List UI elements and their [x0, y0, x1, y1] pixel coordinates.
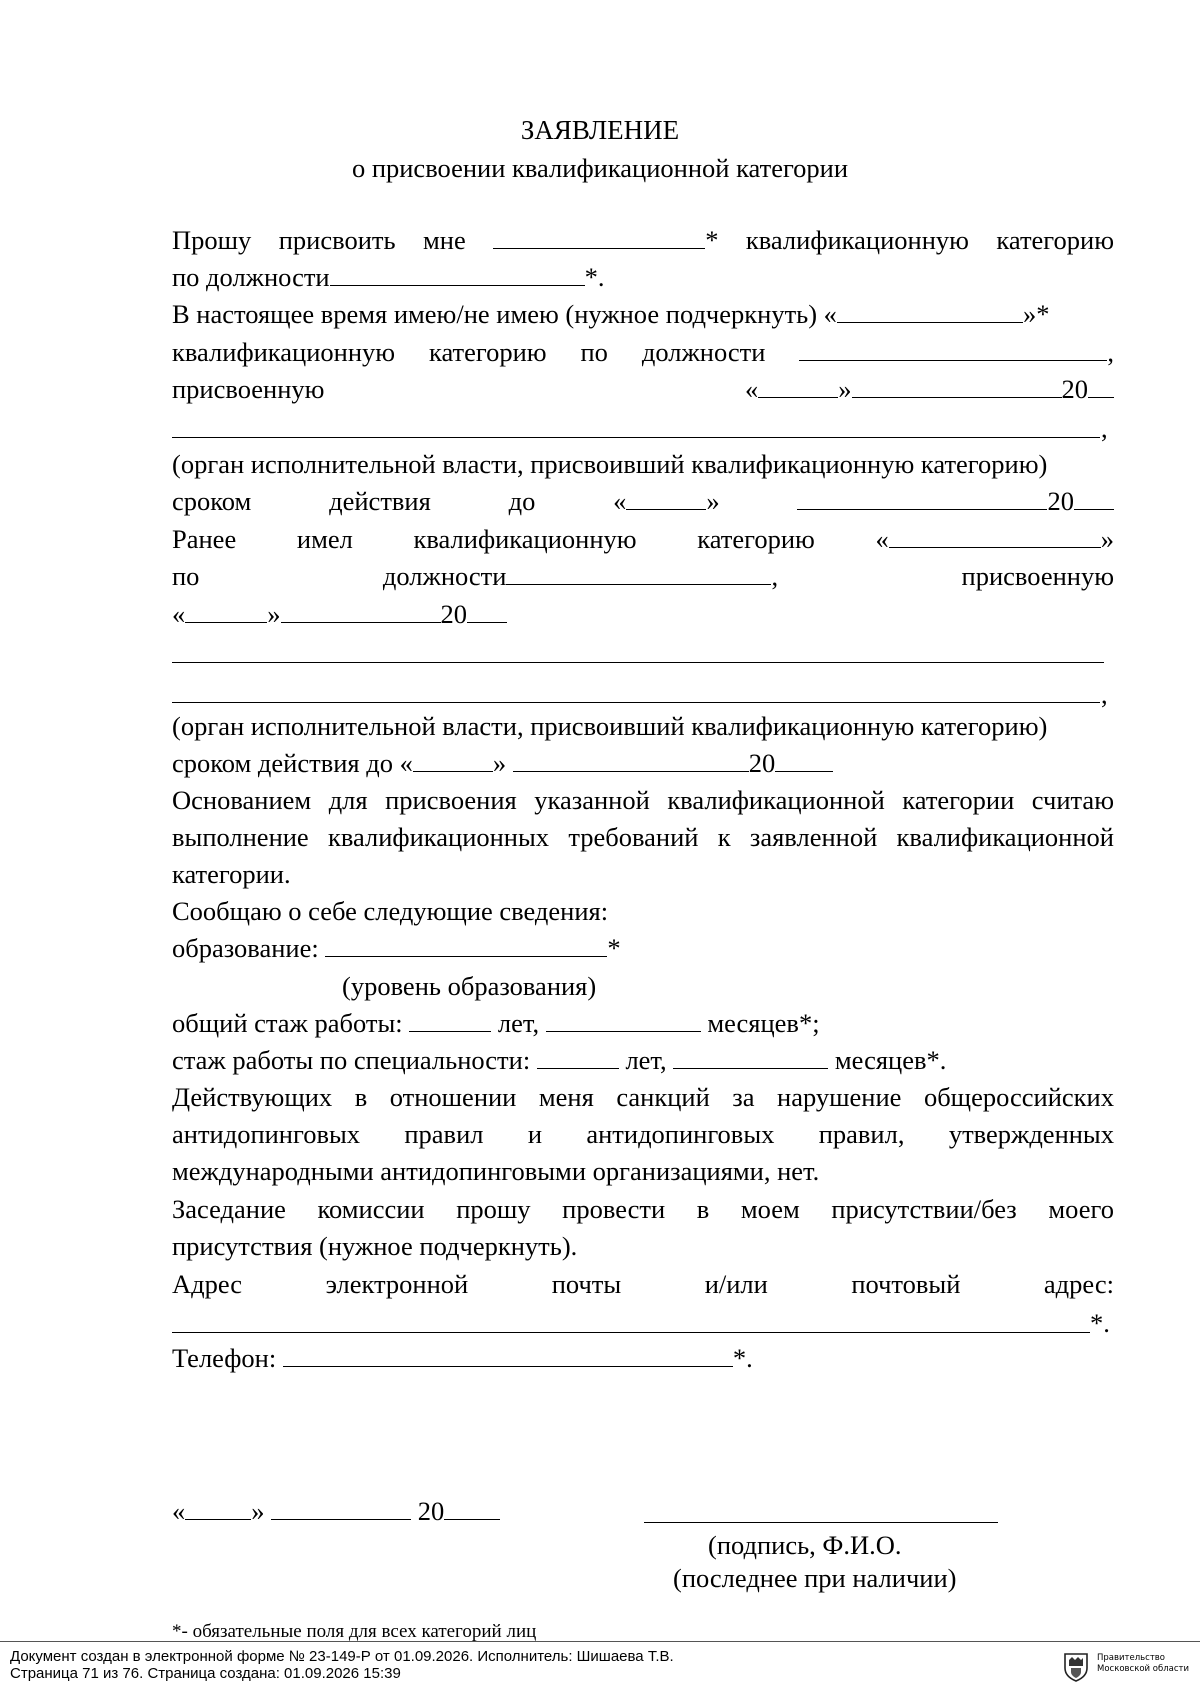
previous-date-line: « » 20: [172, 596, 1114, 632]
current-category-line: В настоящее время имею/не имею (нужное подчеркнуть) « »*: [172, 296, 1114, 332]
authority-field[interactable]: [172, 437, 1100, 438]
address-label-line: Адрес электронной почты и/или почтовый адрес:: [172, 1269, 1114, 1299]
validity-year-field[interactable]: [1074, 483, 1114, 510]
document-title: ЗАЯВЛЕНИЕ: [520, 115, 680, 145]
address-field[interactable]: [172, 1332, 1090, 1333]
category-field[interactable]: [493, 222, 705, 249]
total-years-field[interactable]: [409, 1005, 491, 1032]
specialty-experience-line: стаж работы по специальности: лет, месяцев*.: [172, 1042, 1114, 1078]
assigned-year-field[interactable]: [1088, 371, 1114, 398]
assigned-date-line: присвоенную « » 20: [172, 371, 1114, 407]
previous-validity-day-field[interactable]: [413, 745, 493, 772]
specialty-years-field[interactable]: [537, 1042, 619, 1069]
signature-day-field[interactable]: [185, 1493, 251, 1520]
required-fields-footnote: *- обязательные поля для всех категорий лиц: [172, 1621, 537, 1642]
position-line: по должности *.: [172, 259, 1114, 295]
authority-hint: (орган исполнительной власти, присвоивший квалификационную категорию): [172, 449, 1048, 479]
logo-caption: Правительство Московской области: [1097, 1653, 1190, 1674]
previous-authority-hint: (орган исполнительной власти, присвоивший квалификационную категорию): [172, 711, 1048, 741]
document-info-line: Документ создан в электронной форме № 23-149-Р от 01.09.2026. Исполнитель: Шишаева Т.В.: [10, 1648, 674, 1665]
education-line: образование: *: [172, 930, 1114, 966]
total-months-field[interactable]: [546, 1005, 701, 1032]
assigned-day-field[interactable]: [758, 371, 838, 398]
position-field[interactable]: [330, 259, 585, 286]
basis-paragraph-line-1: Основанием для присвоения указанной квалификационной категории считаю: [172, 785, 1114, 815]
previous-position-line: по должности , присвоенную: [172, 558, 1114, 594]
validity-line: сроком действия до « » 20: [172, 483, 1114, 519]
phone-field[interactable]: [283, 1340, 733, 1367]
previous-month-field[interactable]: [281, 596, 441, 623]
footer-divider: [0, 1641, 1200, 1642]
basis-paragraph-line-2: выполнение квалификационных требований к заявленной квалификационной: [172, 822, 1114, 852]
previous-authority-field-2[interactable]: [172, 702, 1100, 703]
signature-month-field[interactable]: [271, 1493, 411, 1520]
validity-day-field[interactable]: [626, 483, 706, 510]
sanctions-line-3: международными антидопинговыми организациями, нет.: [172, 1156, 820, 1186]
previous-validity-line: сроком действия до « » 20: [172, 745, 1114, 781]
phone-line: Телефон: *.: [172, 1340, 1114, 1376]
signature-date-line: « » 20: [172, 1493, 572, 1529]
assigned-month-field[interactable]: [852, 371, 1062, 398]
sanctions-line-2: антидопинговых правил и антидопинговых правил, утвержденных: [172, 1119, 1114, 1149]
previous-position-field[interactable]: [506, 558, 771, 585]
education-field[interactable]: [325, 930, 607, 957]
validity-month-field[interactable]: [797, 483, 1047, 510]
previous-validity-month-field[interactable]: [513, 745, 749, 772]
previous-category-line: Ранее имел квалификационную категорию « »: [172, 521, 1114, 557]
specialty-months-field[interactable]: [673, 1042, 828, 1069]
document-subtitle: о присвоении квалификационной категории: [351, 153, 849, 183]
basis-paragraph-line-3: категории.: [172, 859, 291, 889]
sanctions-line-1: Действующих в отношении меня санкций за нарушение общероссийских: [172, 1082, 1114, 1112]
current-category-field[interactable]: [837, 296, 1023, 323]
signature-caption-1: (подпись, Ф.И.О.: [708, 1530, 902, 1560]
previous-category-field[interactable]: [889, 521, 1101, 548]
previous-day-field[interactable]: [185, 596, 267, 623]
signature-year-field[interactable]: [444, 1493, 500, 1520]
request-line: Прошу присвоить мне * квалификационную категорию: [172, 222, 1114, 258]
current-position-field[interactable]: [799, 334, 1107, 361]
previous-authority-field-1[interactable]: [172, 662, 1104, 663]
info-intro: Сообщаю о себе следующие сведения:: [172, 896, 609, 926]
document-page: ЗАЯВЛЕНИЕ о присвоении квалификационной категории Прошу присвоить мне * квалификационную категорию по должности *. В настоящее время имею/не имею (нужное подчеркнуть) « »* квалификационную категорию по должности , присвоенную « » 20 , (орган исполнительной власти, присвоивший квалификационную категорию) сроком действия до « » 20 Ранее имел квалификационную категорию « » по должности , присвоенную « » 20 , (орган исполнительной власти, присвоивший квалификационную категорию) сроком действия до « » 20 Основанием для присвоения указанной квалификационной категории считаю выполнение квалификационных требований к заявленной квалификационной категории. Сообщаю о себе следующие сведения: образование: * (уровень образования) общий стаж работы: лет, месяцев*; стаж работы по специальности: лет, месяцев*. Действующих в отношении меня санкций за нарушение общероссийских антидопинговых правил и антидопинговых правил, утвержденных международными антидопинговыми организациями, нет. Заседание комиссии прошу провести в моем присутствии/без моего присутствия (нужное подчеркнуть). Адрес электронной почты и/или почтовый адрес: *. Телефон: *. « » 20 (подпись, Ф.И.О. (последнее при наличии) *- обязательные поля для всех категорий лиц Документ создан в электронной форме № 23-149-Р от 01.09.2026. Исполнитель: Шишаева Т.В. Страница 71 из 76. Страница создана: 01.09.2026 15:39 Правительство Московской области: [0, 0, 1200, 1698]
previous-year-field[interactable]: [467, 596, 507, 623]
session-line-1: Заседание комиссии прошу провести в моем присутствии/без моего: [172, 1194, 1114, 1224]
education-hint: (уровень образования): [342, 971, 597, 1001]
moscow-region-coat-of-arms-icon: [1062, 1652, 1090, 1682]
page-info-line: Страница 71 из 76. Страница создана: 01.09.2026 15:39: [10, 1665, 401, 1682]
signature-caption-2: (последнее при наличии): [673, 1563, 957, 1593]
current-position-line: квалификационную категорию по должности ,: [172, 334, 1114, 370]
previous-validity-year-field[interactable]: [775, 745, 833, 772]
total-experience-line: общий стаж работы: лет, месяцев*;: [172, 1005, 1114, 1041]
session-line-2: присутствия (нужное подчеркнуть).: [172, 1231, 578, 1261]
signature-field[interactable]: [644, 1522, 998, 1523]
